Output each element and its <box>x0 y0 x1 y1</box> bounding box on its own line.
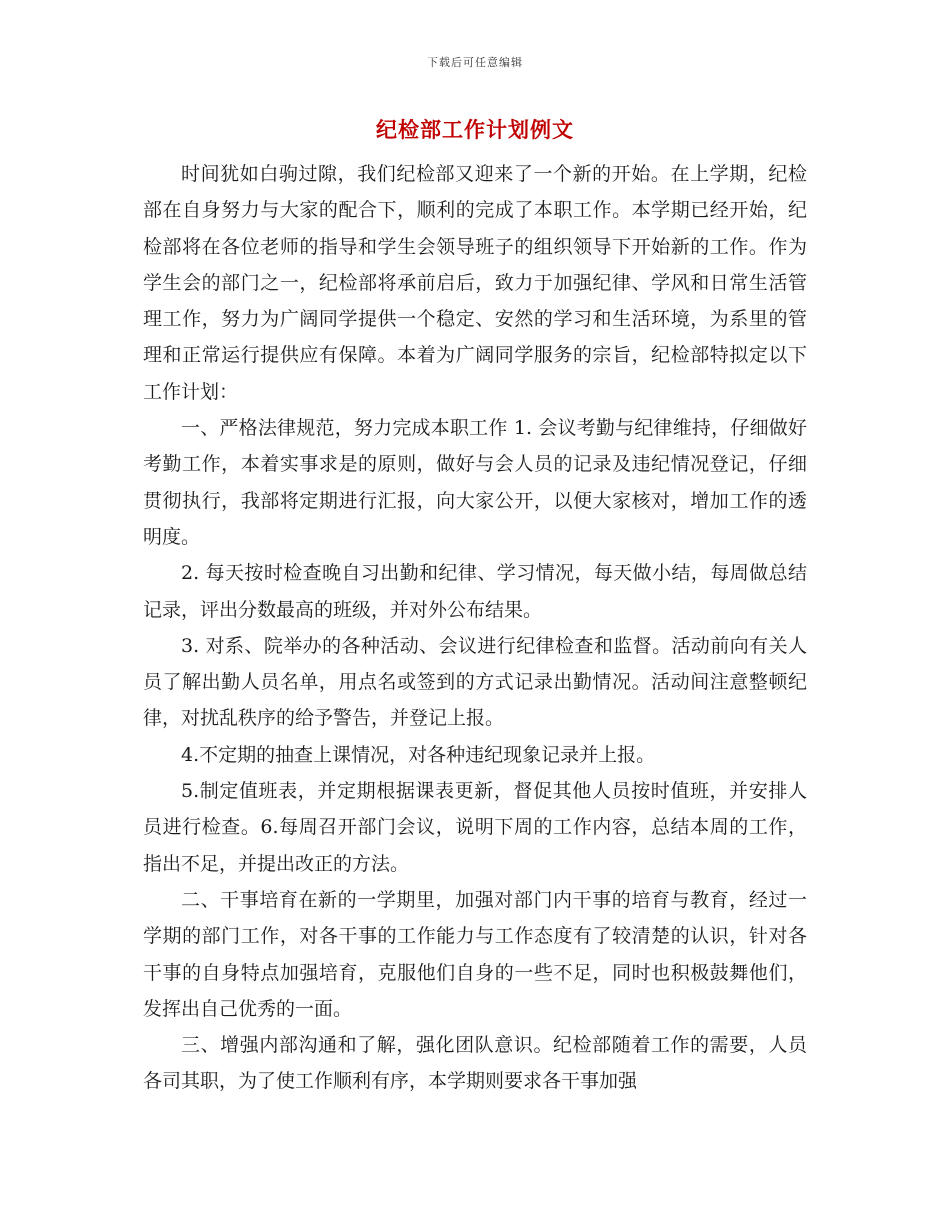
paragraph: 2. 每天按时检查晚自习出勤和纪律、学习情况，每天做小结，每周做总结记录，评出分数最高的班级，并对外公布结果。 <box>143 562 807 621</box>
paragraph: 5.制定值班表，并定期根据课表更新，督促其他人员按时值班，并安排人员进行检查。6.每周召开部门会议，说明下周的工作内容，总结本周的工作，指出不足，并提出改正的方法。 <box>143 780 807 875</box>
paragraph: 二、干事培育在新的一学期里，加强对部门内干事的培育与教育，经过一学期的部门工作，对各干事的工作能力与工作态度有了较清楚的认识，针对各干事的自身特点加强培育，克服他们自身的一些不足，同时也积极鼓舞他们，发挥出自己优秀的一面。 <box>143 888 807 1020</box>
paragraph: 时间犹如白驹过隙，我们纪检部又迎来了一个新的开始。在上学期，纪检部在自身努力与大家的配合下，顺利的完成了本职工作。本学期已经开始，纪检部将在各位老师的指导和学生会领导班子的组织领导下开始新的工作。作为学生会的部门之一，纪检部将承前启后，致力于加强纪律、学风和日常生活管理工作，努力为广阔同学提供一个稳定、安然的学习和生活环境，为系里的管理和正常运行提供应有保障。本着为广阔同学服务的宗旨，纪检部特拟定以下工作计划： <box>143 163 807 403</box>
paragraph: 4.不定期的抽查上课情况，对各种违纪现象记录并上报。 <box>181 743 656 766</box>
paragraph: 一、严格法律规范，努力完成本职工作 1. 会议考勤与纪律维持，仔细做好考勤工作，本着实事求是的原则，做好与会人员的记录及违纪情况登记，仔细贯彻执行，我部将定期进行汇报，向大家公开，以便大家核对，增加工作的透明度。 <box>143 417 807 548</box>
paragraph: 三、增强内部沟通和了解，强化团队意识。纪检部随着工作的需要，人员各司其职，为了使工作顺利有序，本学期则要求各干事加强 <box>143 1034 807 1093</box>
header-note: 下载后可任意编辑 <box>427 56 523 69</box>
document-title: 纪检部工作计划例文 <box>376 117 574 142</box>
paragraph: 3. 对系、院举办的各种活动、会议进行纪律检查和监督。活动前向有关人员了解出勤人员名单，用点名或签到的方式记录出勤情况。活动间注意整顿纪律，对扰乱秩序的给予警告，并登记上报。 <box>143 634 807 730</box>
document-body <box>143 156 807 1100</box>
